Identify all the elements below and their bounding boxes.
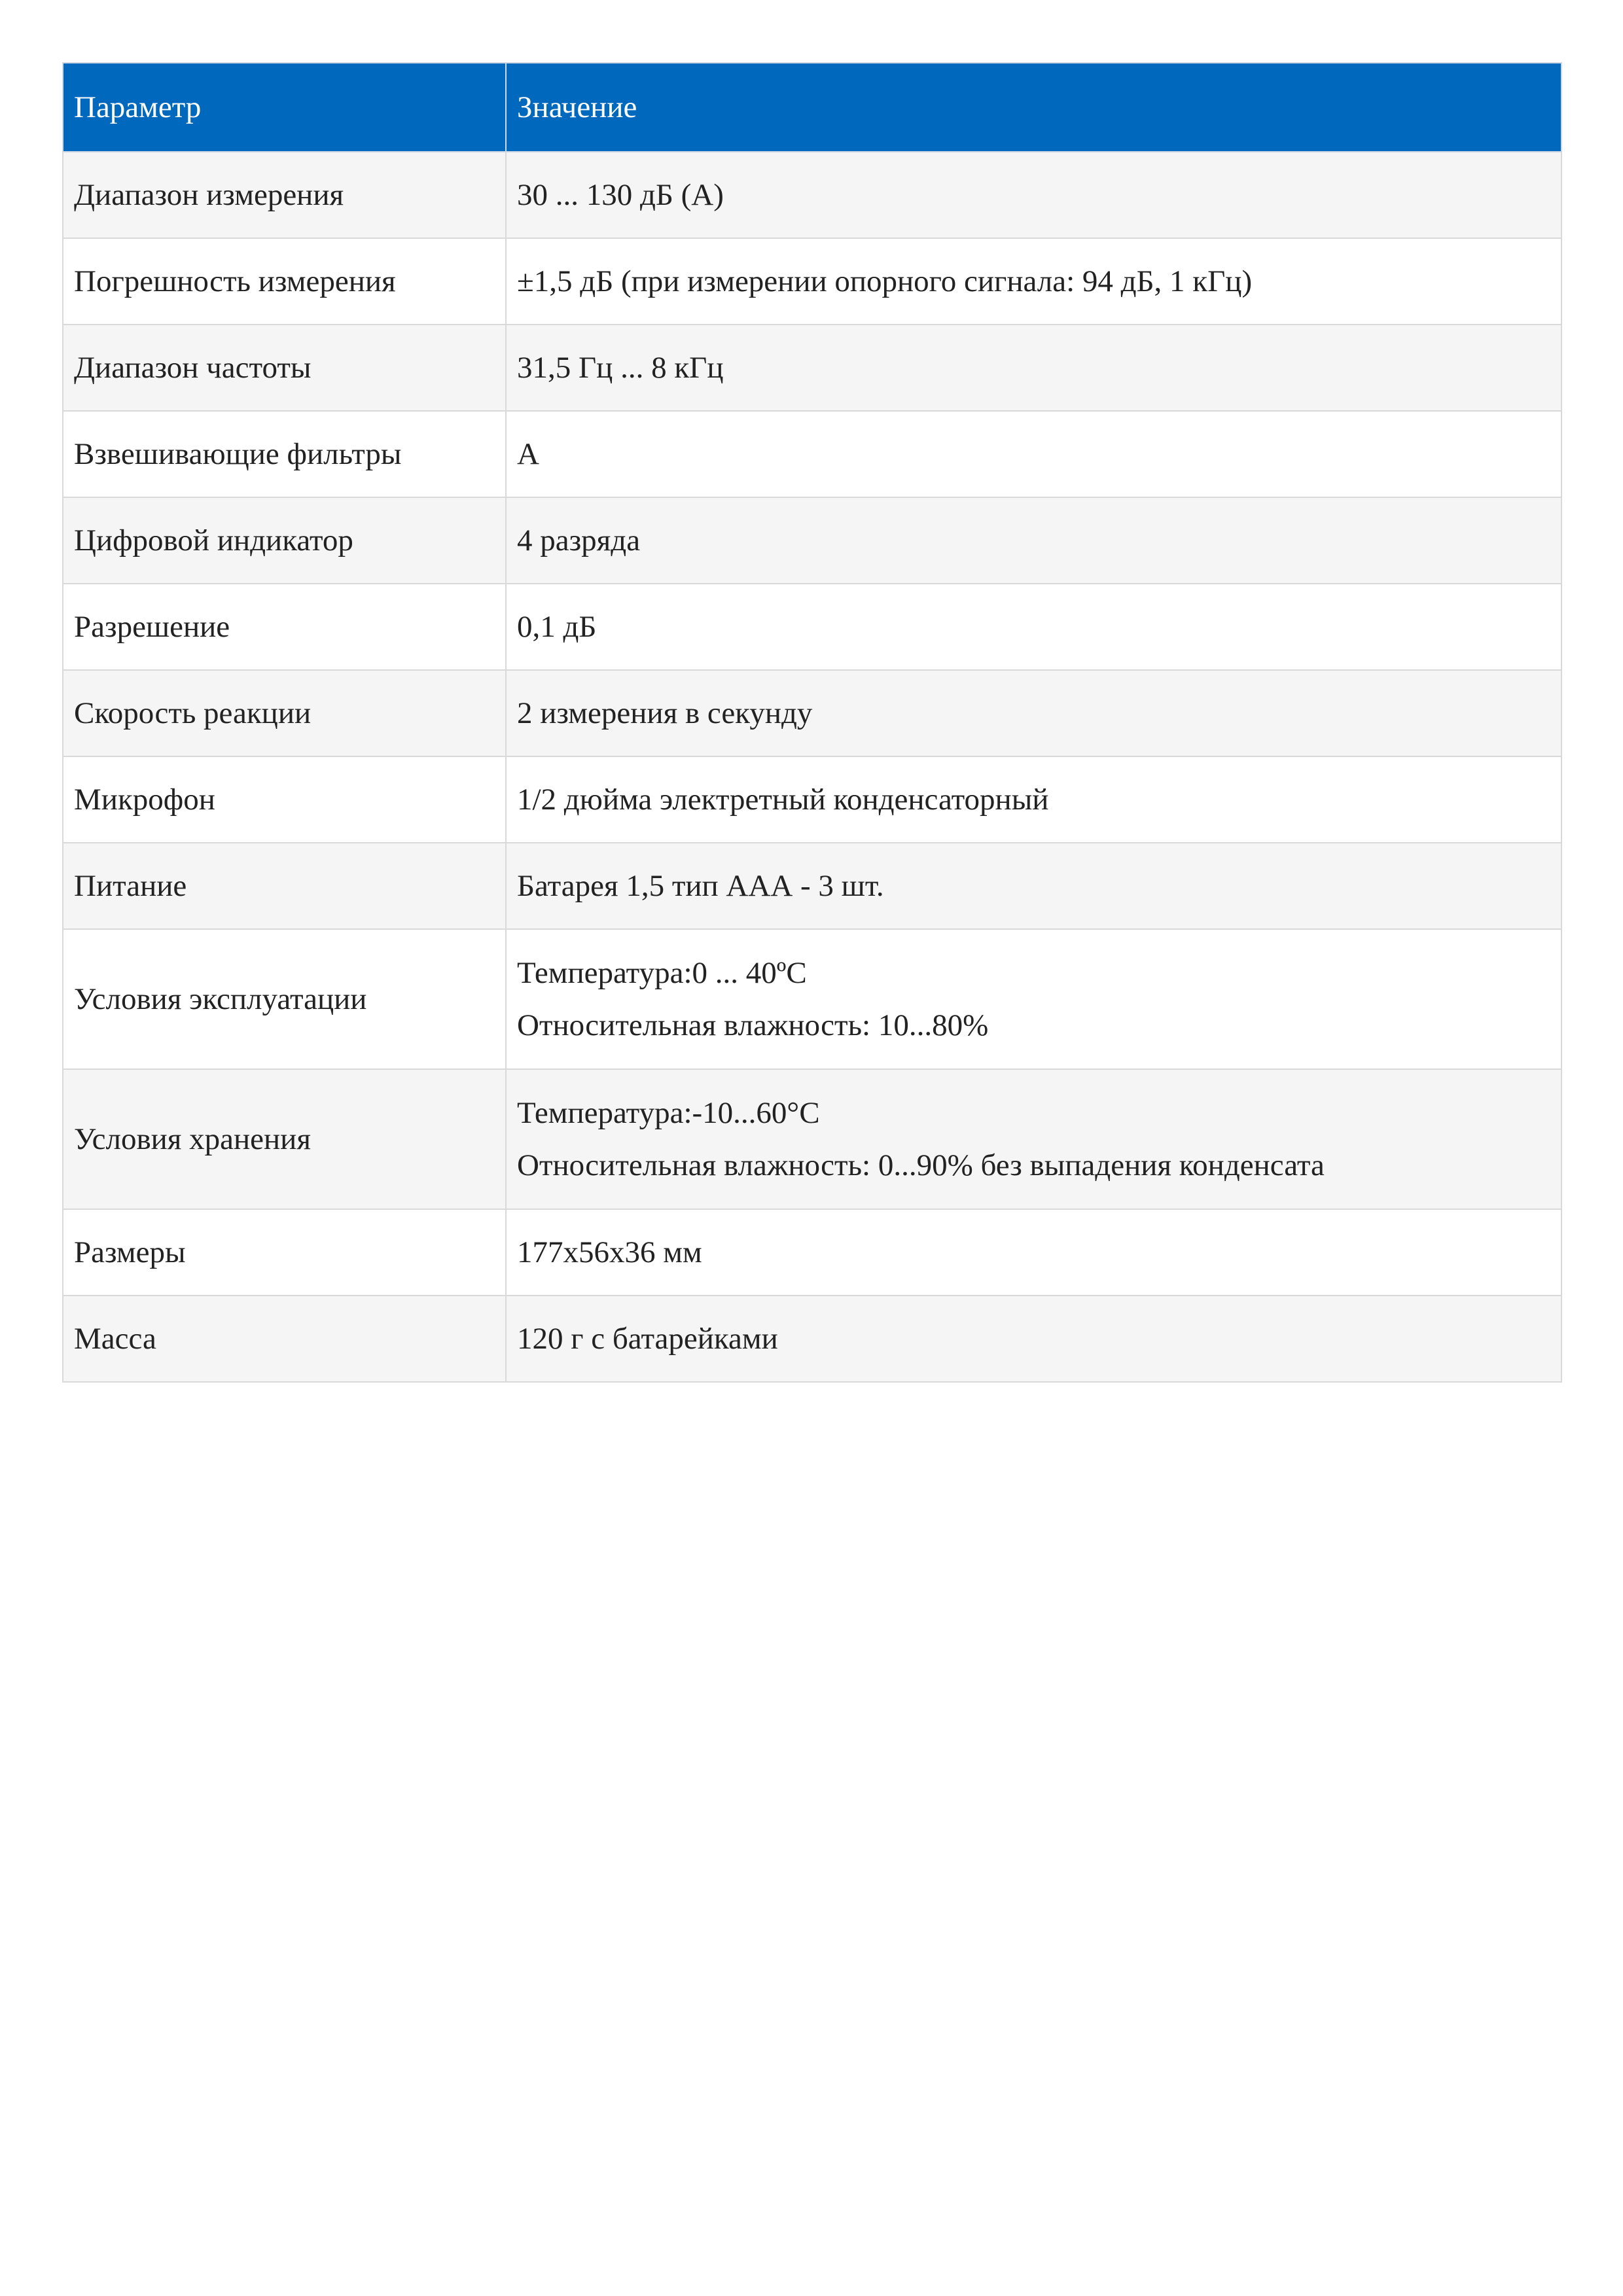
- table-row: [63, 325, 1561, 411]
- value-cell: [506, 1069, 1561, 1209]
- value-line: 0,1 дБ: [517, 610, 597, 644]
- value-line: Батарея 1,5 тип ААА - 3 шт.: [517, 869, 884, 903]
- table-row: [63, 584, 1561, 670]
- value-line: 4 разряда: [517, 523, 641, 557]
- value-cell: [506, 929, 1561, 1069]
- parameter-cell: Цифровой индикатор: [63, 497, 506, 584]
- value-cell: [506, 1209, 1561, 1296]
- value-cell: [506, 238, 1561, 325]
- table-row: [63, 670, 1561, 756]
- value-line: 1/2 дюйма электретный конденсаторный: [517, 783, 1049, 817]
- parameter-cell: Условия эксплуатации: [63, 929, 506, 1069]
- value-line: 120 г с батарейками: [517, 1322, 778, 1356]
- table-row: [63, 152, 1561, 238]
- value-line: Относительная влажность: 10...80%: [517, 1008, 989, 1042]
- value-line: 30 ... 130 дБ (А): [517, 178, 724, 212]
- header-row: [63, 63, 1561, 152]
- value-cell: [506, 1296, 1561, 1382]
- value-line: ±1,5 дБ (при измерении опорного сигнала: 94 дБ, 1 кГц): [517, 264, 1253, 298]
- table-row: [63, 1296, 1561, 1382]
- parameter-cell: Размеры: [63, 1209, 506, 1296]
- table-row: [63, 929, 1561, 1069]
- value-cell: [506, 584, 1561, 670]
- header-parameter: Параметр: [63, 63, 506, 152]
- value-cell: [506, 670, 1561, 756]
- value-cell: [506, 325, 1561, 411]
- table-row: [63, 756, 1561, 843]
- spec-table: [62, 62, 1562, 1383]
- table-header: [63, 63, 1561, 152]
- table-row: [63, 238, 1561, 325]
- value-cell: [506, 756, 1561, 843]
- parameter-cell: Разрешение: [63, 584, 506, 670]
- value-line: Относительная влажность: 0...90% без выпадения конденсата: [517, 1148, 1325, 1182]
- parameter-cell: Диапазон измерения: [63, 152, 506, 238]
- parameter-cell: Погрешность измерения: [63, 238, 506, 325]
- parameter-cell: Скорость реакции: [63, 670, 506, 756]
- parameter-cell: Питание: [63, 843, 506, 929]
- value-cell: [506, 152, 1561, 238]
- parameter-cell: Масса: [63, 1296, 506, 1382]
- table-row: [63, 497, 1561, 584]
- table-row: [63, 1069, 1561, 1209]
- table-row: [63, 411, 1561, 497]
- value-line: Температура:0 ... 40ºC: [517, 956, 807, 990]
- value-line: А: [517, 437, 539, 471]
- parameter-cell: Взвешивающие фильтры: [63, 411, 506, 497]
- value-cell: [506, 497, 1561, 584]
- parameter-cell: Микрофон: [63, 756, 506, 843]
- value-line: 177x56x36 мм: [517, 1235, 702, 1269]
- parameter-cell: Условия хранения: [63, 1069, 506, 1209]
- value-line: 31,5 Гц ... 8 кГц: [517, 351, 724, 385]
- table-row: [63, 1209, 1561, 1296]
- value-line: 2 измерения в секунду: [517, 696, 813, 730]
- header-value: Значение: [506, 63, 1561, 152]
- value-cell: [506, 411, 1561, 497]
- table-body: [63, 152, 1561, 1382]
- value-line: Температура:-10...60°C: [517, 1096, 820, 1130]
- parameter-cell: Диапазон частоты: [63, 325, 506, 411]
- value-cell: [506, 843, 1561, 929]
- table-row: [63, 843, 1561, 929]
